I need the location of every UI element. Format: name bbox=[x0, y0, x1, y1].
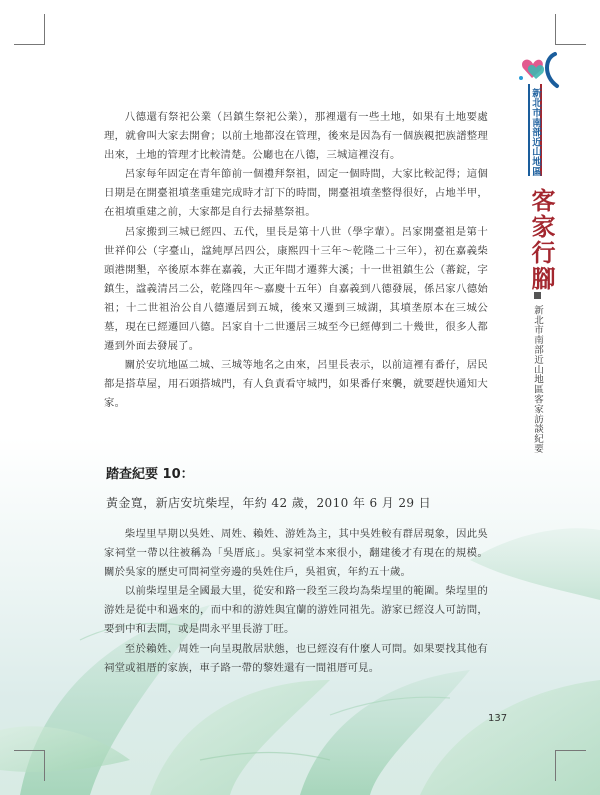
section-paragraph-2: 以前柴埕里是全國最大里，從安和路一段至三段均為柴埕里的範圍。柴埕里的游姓是從中和過來的，而中和的游姓與宜蘭的游姓同祖先。游家已經沒人可訪問，要到中和去問，或是問永平里長游丁旺。 bbox=[104, 585, 488, 636]
body-paragraph-2: 呂家每年固定在青年節前一個禮拜祭祖，固定一個時間，大家比較記得；這個日期是在開臺祖墳垄重建完成時才訂下的時間，開臺祖墳垄整得很好，占地半甲，在祖墳重建之前，大家都是自行去掃墓祭祖。 bbox=[104, 168, 488, 219]
section-paragraph-3: 至於賴姓、周姓一向呈現散居狀態，也已經沒有什麼人可問。如果要找其他有祠堂或祖厝的家族，車子路一帶的黎姓還有一間祖厝可見。 bbox=[104, 642, 488, 674]
sidebar-book-title: 客家行腳 bbox=[527, 188, 556, 292]
page-number: 137 bbox=[488, 713, 508, 724]
body-paragraph-3: 呂家搬到三城已經四、五代，里長是第十八世（學字輩）。呂家開臺祖是第十世祥仰公（字臺山，諡純厚呂四公，康熙四十三年～乾隆二十三年），初在嘉義柴頭港開墾，卒後原本葬在嘉義，大正年間才遷葬大溪；十一世祖鎮生公（蕃錠，字鎮生，諡義清呂二公，乾隆四年～嘉慶十五年）自嘉義到八德發展，係呂家八德始祖；十二世祖治公自八德遷居到五城，後來又遷到三城湖，其墳垄原本在三城公墓，現在已經遷回八德。呂家自十二世遷居三城至今已經傳到二十幾世，很多人都遷到外面去發展了。 bbox=[104, 225, 488, 353]
section-text bbox=[104, 525, 488, 678]
crop-mark-bottom-left bbox=[14, 750, 45, 781]
interview-info: 黃金寬，新店安坑柴埕，年約 42 歲，2010 年 6 月 29 日 bbox=[106, 496, 432, 510]
section-heading: 踏查紀要 10： bbox=[106, 467, 194, 482]
body-paragraph-4: 關於安坑地區二城、三城等地名之由來，呂里長表示，以前這裡有番仔，居民都是搭草屋，用石頭搭城門，有人負責看守城門，如果番仔來襲，就要趕快通知大家。 bbox=[104, 359, 488, 410]
body-text bbox=[104, 108, 488, 414]
sidebar-square-bullet bbox=[534, 292, 541, 299]
crop-mark-top-left bbox=[14, 14, 45, 45]
section-paragraph-1: 柴埕里早期以吳姓、周姓、賴姓、游姓為主，其中吳姓較有群居現象，因此吳家祠堂一帶以往被稱為「吳厝底」。吳家祠堂本來很小，翻建後才有現在的規模。關於吳家的歷史可問祠堂旁邊的吳姓住戶，吳祖寅，年約五十歲。 bbox=[104, 528, 488, 579]
crop-mark-bottom-right bbox=[555, 750, 586, 781]
crop-mark-top-right bbox=[555, 14, 586, 45]
body-paragraph-1: 八德還有祭祀公業（呂鎮生祭祀公業），那裡還有一些土地，如果有土地要處理，就會叫大家去開會；以前土地都沒在管理，後來是因為有一個族親把族譜整理出來，土地的管理才比較清楚。公廳也在八德，三城這裡沒有。 bbox=[104, 111, 488, 162]
sidebar-book-subtitle: 新北市南部近山地區客家訪談紀要 bbox=[532, 305, 543, 454]
sidebar-region-label: 新北市南部近山地區 bbox=[530, 88, 541, 177]
